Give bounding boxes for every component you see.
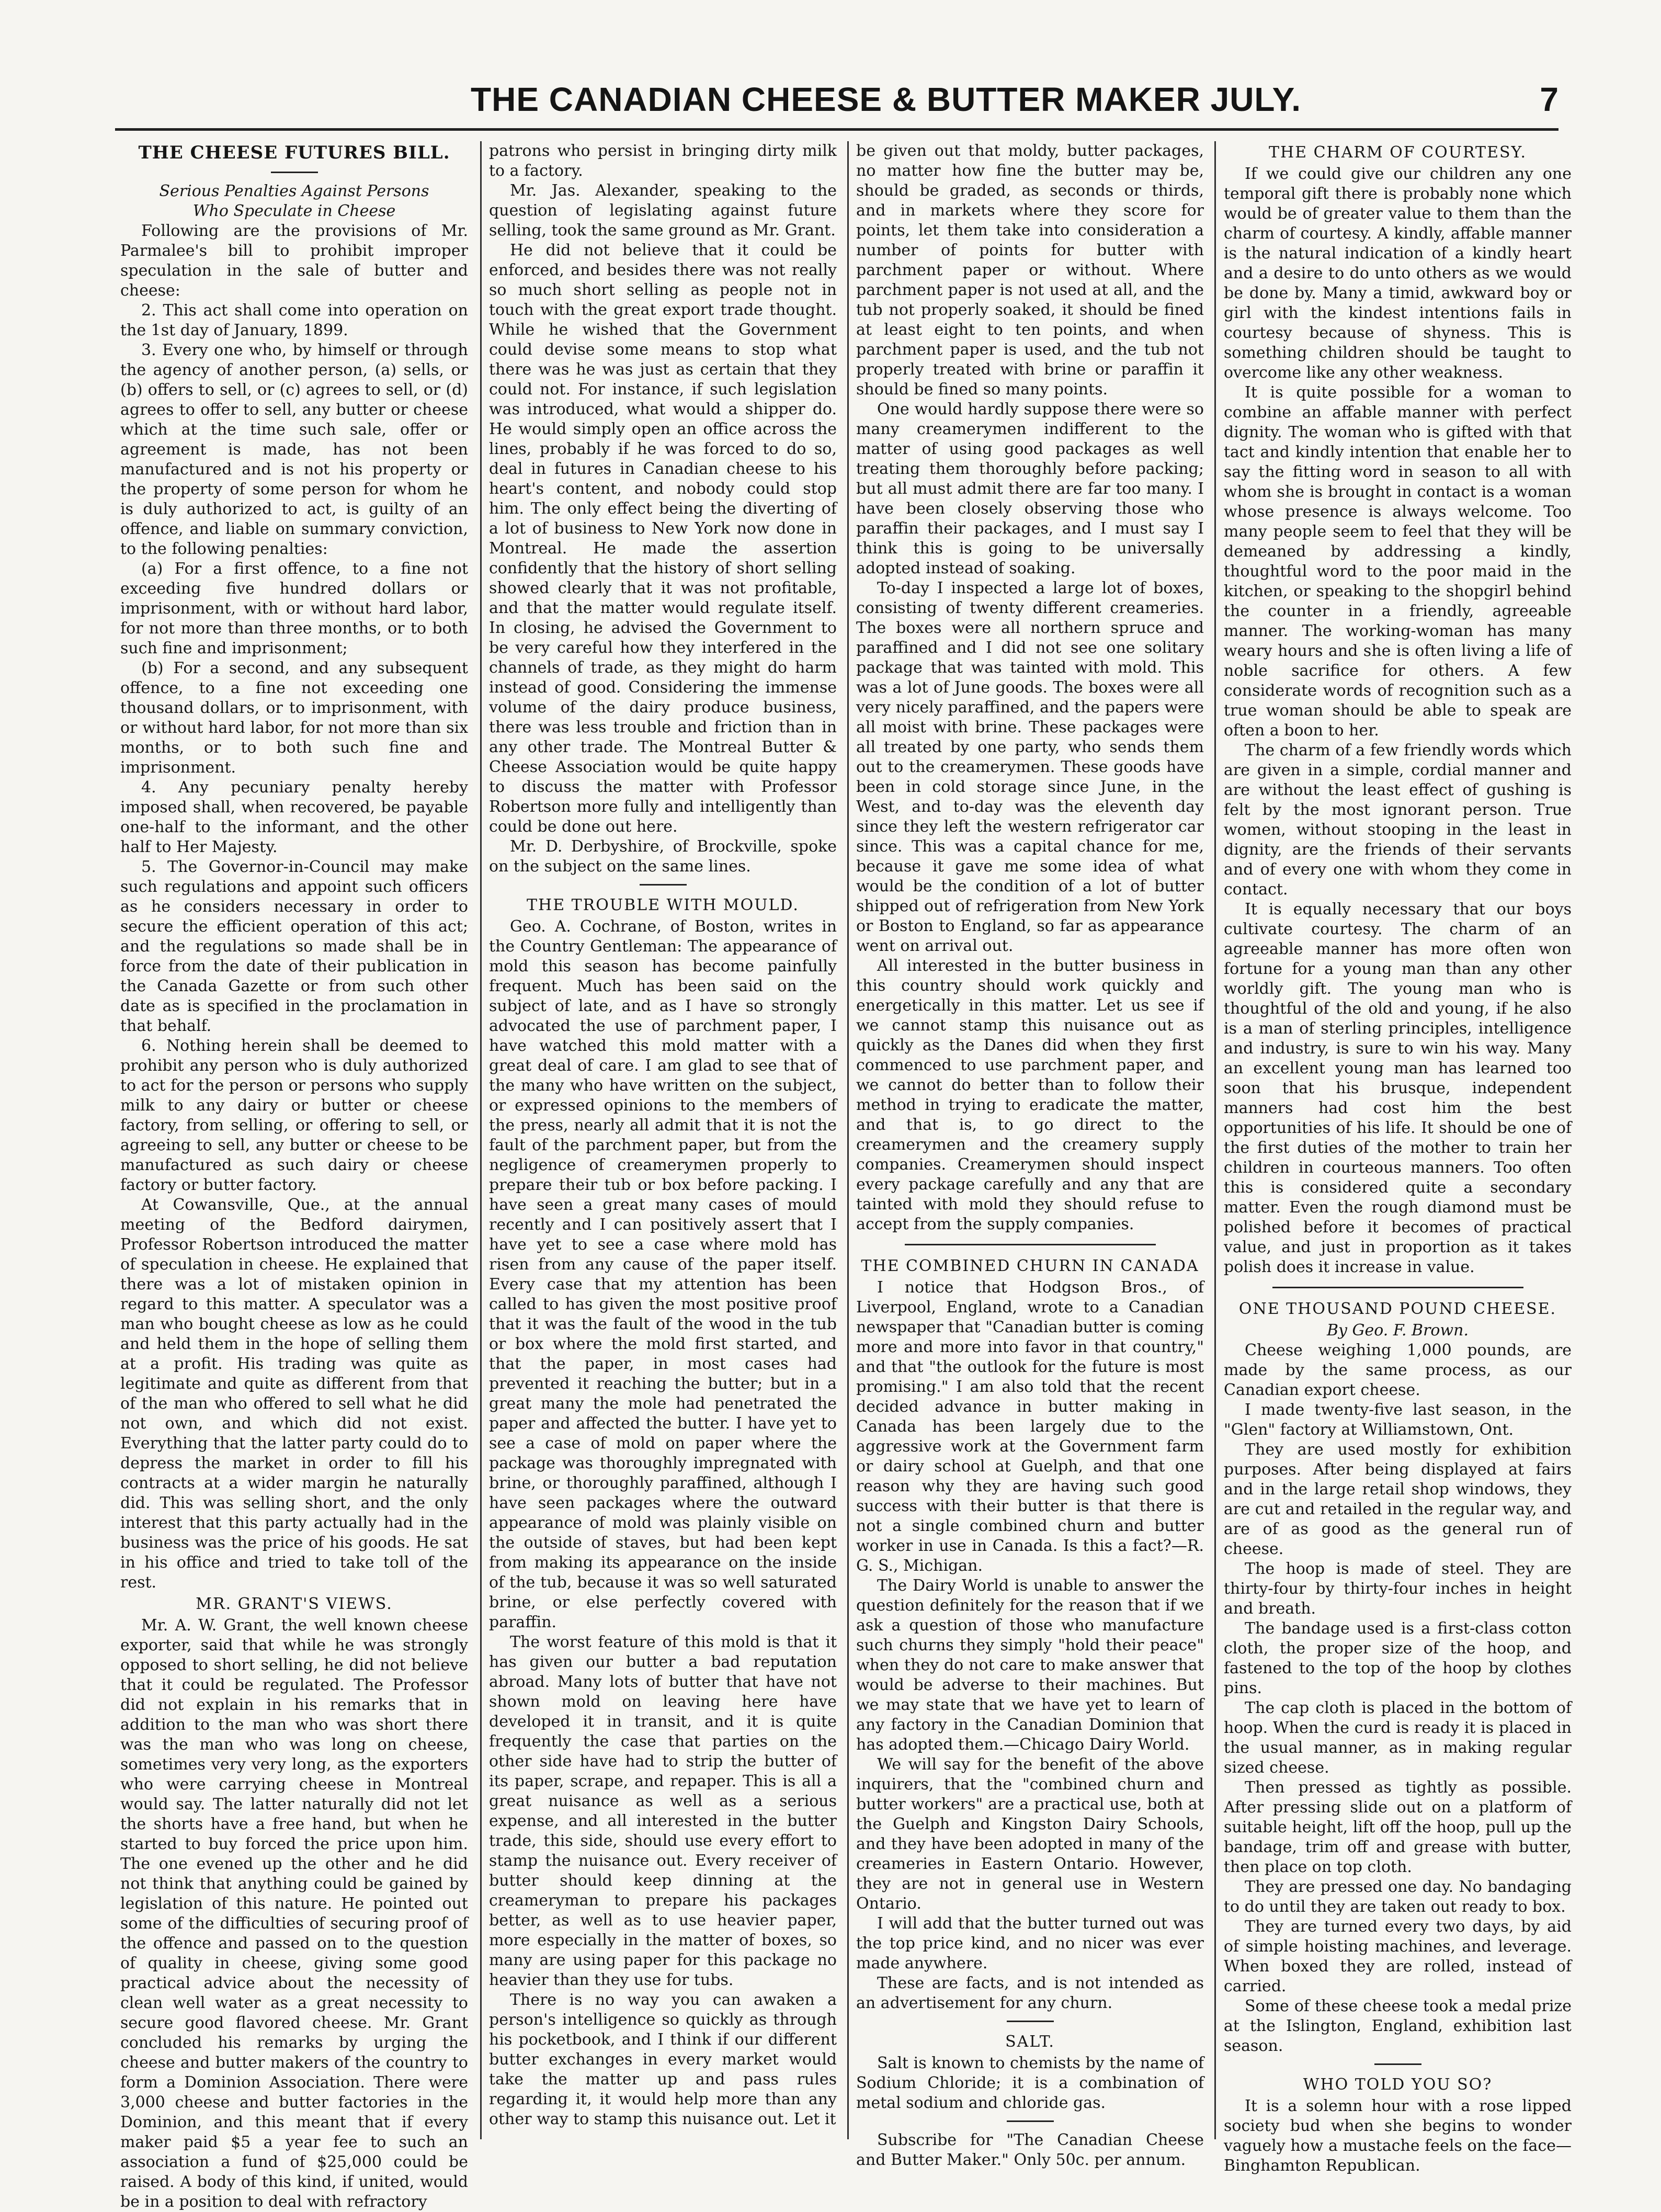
column-2 bbox=[489, 141, 837, 2145]
divider bbox=[271, 172, 318, 173]
byline: By Geo. F. Brown. bbox=[1326, 1321, 1469, 1340]
paragraph: To-day I inspected a large lot of boxes, consisting of twenty different creameries. The boxes were all northern spruce and paraffined and I did not see one solitary package that was tainted with mold. This was a lot of June goods. The boxes were all very nicely paraffined, and the papers were all moist with brine. These packages were all treated by one party, who sends them out to the creamerymen. These goods have been in cold storage since June, in the West, and to-day was the eleventh day since they left the western refrigerator car since. This was a capital chance for me, because it gave me some idea of what would be the condition of a lot of butter shipped out of refrigeration from New York or Boston to England, so far as appearance went on arrival out. bbox=[856, 579, 1204, 955]
divider bbox=[1007, 2120, 1054, 2122]
paragraph: Then pressed as tightly as possible. After pressing slide out on a platform of suitable height, lift off the hoop, pull up the bandage, trim off and grease with butter, then place on top cloth. bbox=[1224, 1778, 1572, 1876]
paragraph: Geo. A. Cochrane, of Boston, writes in the Country Gentleman: The appearance of mold this season has become painfully frequent. Much has been said on the subject of late, and as I have so strongly advocated the use of parchment paper, I have watched this mold matter with a great deal of care. I am glad to see that of the many who have written on the subject, or expressed opinions to the members of the press, nearly all admit that it is not the fault of the parchment paper, but from the negligence of creamerymen properly to prepare their tub or box before packing. I have seen a great many cases of mould recently and I can positively assert that I have yet to see a case where mold has risen from any cause of the paper itself. Every case that my attention has been called to has given the most positive proof that it was the fault of the wood in the tub or box where the mold first started, and that the paper, in most cases had prevented it reaching the butter; but in a great many the mole had penetrated the paper and affected the butter. I have yet to see a case of mold on paper where the package was thoroughly impregnated with brine, or thoroughly paraffined, although I have seen packages where the outward appearance of mold was plainly visible on the outside of staves, but had been kept from making its appearance on the inside of the tub, because it was so well saturated brine, or else perfectly covered with paraffin. bbox=[489, 917, 837, 1631]
column-rule bbox=[1214, 141, 1216, 2139]
divider bbox=[640, 884, 687, 886]
paragraph: Salt is known to chemists by the name of Sodium Chloride; it is a combination of metal sodium and chloride gas. bbox=[856, 2054, 1204, 2112]
paragraph: We will say for the benefit of the above inquirers, that the "combined churn and butter workers" are a practical use, both at the Guelph and Kingston Dairy Schools, and they have been adopted in many of the creameries in Eastern Ontario. However, they are not in general use in Western Ontario. bbox=[856, 1755, 1204, 1913]
paragraph: I will add that the butter turned out was the top price kind, and no nicer was ever made anywhere. bbox=[856, 1914, 1204, 1972]
paragraph: 4. Any pecuniary penalty hereby imposed shall, when recovered, be payable one-half to the informant, and the other half to Her Majesty. bbox=[120, 778, 468, 856]
paragraph: Following are the provisions of Mr. Parmalee's bill to prohibit improper speculation in the sale of butter and cheese: bbox=[120, 222, 468, 300]
paragraph: 2. This act shall come into operation on the 1st day of January, 1899. bbox=[120, 301, 468, 339]
column-rule bbox=[480, 141, 482, 2139]
paragraph: They are turned every two days, by aid of simple hoisting machines, and leverage. When boxed they are rolled, instead of carried. bbox=[1224, 1918, 1572, 1995]
paragraph: The cap cloth is placed in the bottom of hoop. When the curd is ready it is placed in the usual manner, as in making regular sized cheese. bbox=[1224, 1699, 1572, 1777]
paragraph: (b) For a second, and any subsequent offence, to a fine not exceeding one thousand dollars, or to imprisonment, with or without hard labor, for not more than six months, or to both such fine and imprisonment. bbox=[120, 659, 468, 777]
divider bbox=[905, 1244, 1156, 1245]
paragraph: Cheese weighing 1,000 pounds, are made by the same process, as our Canadian export cheese. bbox=[1224, 1341, 1572, 1399]
subscribe-notice: Subscribe for "The Canadian Cheese and Butter Maker." Only 50c. per annum. bbox=[856, 2131, 1204, 2169]
paragraph: The worst feature of this mold is that it has given our butter a bad reputation abroad. Many lots of butter that have not shown mold on leaving here have developed it in transit, and it is quite frequently the case that parties on the other side have had to strip the butter of its paper, scrape, and repaper. This is all a great nuisance as well as a serious expense, and all interested in the butter trade, this side, should use every effort to stamp the nuisance out. Every receiver of butter should keep dinning at the creameryman to prepare his packages better, as well as to use heavier paper, more especially in the matter of boxes, so many are using paper for this package no heavier than they use for tubs. bbox=[489, 1633, 837, 1989]
paragraph: Mr. A. W. Grant, the well known cheese exporter, said that while he was strongly opposed to short selling, he did not believe that it could be regulated. The Professor did not explain in his remarks that in addition to the man who was short there was the man who was long on cheese, sometimes very very long, as the exporters who were carrying cheese in Montreal would say. The latter naturally did not let the shorts have a free hand, but when he started to buy forced the price upon him. The one evened up the other and he did not think that anything could be gained by legislation of this nature. He pointed out some of the difficulties of securing proof of the offence and passed on to the question of quality in cheese, giving some good practical advice about the necessity of clean well water as a great necessity to secure good flavored cheese. Mr. Grant concluded his remarks by urging the cheese and butter makers of the country to form a Dominion Association. There were 3,000 cheese and butter factories in the Dominion, and this meant that if every maker paid $5 a year fee to such an association a fund of $25,000 could be raised. A body of this kind, if united, would be in a position to deal with refractory bbox=[120, 1616, 468, 2211]
paragraph: All interested in the butter business in this country should work quickly and energetically in this matter. Let us see if we cannot stamp this nuisance out as quickly as the Danes did when they first commenced to use parchment paper, and we cannot do better than to follow their method in trying to eradicate the matter, and that is, to go direct to the creamerymen and the creamery supply companies. Creamerymen should inspect every package carefully and any that are tainted with mold they should refuse to accept from the supply companies. bbox=[856, 957, 1204, 1233]
paragraph: be given out that moldy, butter packages, no matter how fine the butter may be, should be graded, as seconds or thirds, and in markets where they score for points, let them take into consideration a number of points for butter with parchment paper or without. Where parchment paper is not used at all, and the tub not properly soaked, it should be fined at least eight to ten points, and when parchment paper is used, and the tub not properly treated with brine or paraffin it should be fined so many points. bbox=[856, 142, 1204, 399]
column-4 bbox=[1224, 141, 1572, 2175]
masthead-title: THE CANADIAN CHEESE & BUTTER MAKER JULY. bbox=[471, 81, 1301, 118]
paragraph: There is no way you can awaken a person's intelligence so quickly as through his pocketbook, and I think if our different butter exchanges in every market would take the matter up and pass rules regarding it, it would help more than any other way to stamp this nuisance out. Let it bbox=[489, 1991, 837, 2128]
paragraph: I made twenty-five last season, in the "Glen" factory at Williamstown, Ont. bbox=[1224, 1401, 1572, 1439]
paragraph: It is quite possible for a woman to combine an affable manner with perfect dignity. The woman who is gifted with that tact and kindly intention that enable her to say the fitting word in season to all with whom she is brought in contact is a woman whose presence is always welcome. Too many people seem to feel that they will be demeaned by addressing a kindly, thoughtful word to the poor maid in the kitchen, or speaking to the shopgirl behind the counter in a friendly, agreeable manner. The working-woman has many weary hours and she is often living a life of noble sacrifice for others. A few considerate words of recognition such as a true woman should be able to speak are often a boon to her. bbox=[1224, 383, 1572, 740]
paragraph: 3. Every one who, by himself or through the agency of another person, (a) sells, or (b) offers to sell, or (c) agrees to sell, or (d) agrees to offer to sell, any butter or cheese which at the time such sale, offer or agreement is made, has not been manufactured and is not his property or the property of some person for whom he is duly authorized to act, is guilty of an offence, and liable on summary conviction, to the following penalties: bbox=[120, 341, 468, 558]
paragraph: The hoop is made of steel. They are thirty-four by thirty-four inches in height and breath. bbox=[1224, 1560, 1572, 1618]
paragraph: One would hardly suppose there were so many creamerymen indifferent to the matter of using good packages as well treating them thoroughly before packing; but all must admit there are far too many. I have been closely observing those who paraffin their packages, and I must say I think this is going to be universally adopted instead of soaking. bbox=[856, 400, 1204, 577]
subhead: Serious Penalties Against Persons bbox=[159, 182, 429, 200]
paragraph: It is equally necessary that our boys cultivate courtesy. The charm of an agreeable manner has more often won fortune for a young man than any other worldly gift. The young man who is thoughtful of the old and young, if he also is a man of sterling principles, intelligence and industry, is sure to win his way. Many an excellent young man has learned too soon that his brusque, independent manners had cost him the best opportunities of his life. It should be one of the first duties of the mother to train her children in courteous manners. Too often this is considered quite a secondary matter. Even the rough diamond must be polished before it becomes of practical value, and just in proportion as it takes polish does it increase in value. bbox=[1224, 900, 1572, 1276]
article-heading-courtesy: THE CHARM OF COURTESY. bbox=[1268, 143, 1527, 162]
divider bbox=[1007, 2021, 1054, 2022]
article-heading-combined-churn: THE COMBINED CHURN IN CANADA bbox=[861, 1257, 1199, 1275]
paragraph: These are facts, and is not intended as an advertisement for any churn. bbox=[856, 1974, 1204, 2012]
article-heading-cheese-futures: THE CHEESE FUTURES BILL. bbox=[138, 142, 450, 163]
column-3 bbox=[856, 141, 1204, 2169]
paragraph: (a) For a first offence, to a fine not exceeding five hundred dollars or imprisonment, with or without hard labor, for not more than three months, or to both such fine and imprisonment; bbox=[120, 560, 468, 657]
page-number: 7 bbox=[1540, 81, 1558, 118]
paragraph: Mr. Jas. Alexander, speaking to the question of legislating against future selling, took the same ground as Mr. Grant. bbox=[489, 182, 837, 240]
paragraph: They are pressed one day. No bandaging to do until they are taken out ready to box. bbox=[1224, 1878, 1572, 1916]
paragraph: If we could give our children any one temporal gift there is probably none which would be of greater value to them than the charm of courtesy. A kindly, affable manner is the natural indication of a kindly heart and a desire to do unto others as we would be done by. Many a timid, awkward boy or girl with the kindest intentions fails in courtesy because of shyness. This is something children should be taught to overcome like any other weakness. bbox=[1224, 165, 1572, 382]
divider bbox=[1272, 1287, 1523, 1288]
paragraph: The charm of a few friendly words which are given in a simple, cordial manner and are without the least effect of gushing is felt by the most ignorant person. True women, without stooping in the least in dignity, are the friends of their servants and of every one with whom they come in contact. bbox=[1224, 741, 1572, 899]
paragraph: Mr. D. Derbyshire, of Brockville, spoke on the subject on the same lines. bbox=[489, 837, 837, 876]
article-heading-who-told-you: WHO TOLD YOU SO? bbox=[1303, 2075, 1493, 2094]
paragraph: He did not believe that it could be enforced, and besides there was not really so much short selling as people not in touch with the great export trade thought. While he wished that the Government could devise some means to stop what there was he was just as certain that they could not. For instance, if such legislation was introduced, what would a shipper do. He would simply open an office across the lines, probably if he was forced to do so, deal in futures in Canadian cheese to his heart's content, and nobody could stop him. The only effect being the diverting of a lot of business to New York now done in Montreal. He made the assertion confidently that the history of short selling showed clearly that it was not profitable, and that the matter would regulate itself. In closing, he advised the Government to be very careful how they interfered in the channels of trade, as they might do harm instead of good. Considering the immense volume of the dairy produce business, there was less trouble and friction than in any other trade. The Montreal Butter & Cheese Association would be quite happy to discuss the matter with Professor Robertson more fully and intelligently than could be done out here. bbox=[489, 241, 837, 836]
paragraph: The Dairy World is unable to answer the question definitely for the reason that if we ask a question of those who manufacture such churns they simply "hold their peace" when they do not care to make answer that would be adverse to their machines. But we may state that we have yet to learn of any factory in the Canadian Dominion that has adopted them.—Chicago Dairy World. bbox=[856, 1576, 1204, 1754]
paragraph: It is a solemn hour with a rose lipped society bud when she begins to wonder vaguely how a mustache feels on the face—Binghamton Republican. bbox=[1224, 2097, 1572, 2175]
column-rule bbox=[847, 141, 849, 2139]
paragraph: patrons who persist in bringing dirty milk to a factory. bbox=[489, 142, 837, 180]
article-heading-salt: SALT. bbox=[1005, 2033, 1055, 2051]
article-heading-thousand-pound-cheese: ONE THOUSAND POUND CHEESE. bbox=[1238, 1300, 1557, 1318]
paragraph: Some of these cheese took a medal prize at the Islington, England, exhibition last season. bbox=[1224, 1997, 1572, 2055]
masthead bbox=[115, 78, 1558, 131]
paragraph: 6. Nothing herein shall be deemed to prohibit any person who is duly authorized to act for the person or persons who supply milk to any dairy or butter or cheese factory, from selling, or offering to sell, or agreeing to sell, any butter or cheese to be manufactured as such dairy or cheese factory or butter factory. bbox=[120, 1037, 468, 1194]
section-heading-grants-views: MR. GRANT'S VIEWS. bbox=[196, 1595, 393, 1613]
column-1 bbox=[120, 141, 468, 2211]
divider bbox=[1374, 2063, 1421, 2065]
paragraph: They are used mostly for exhibition purposes. After being displayed at fairs and in the large retail shop windows, they are cut and retailed in the regular way, and are of as good as the general run of cheese. bbox=[1224, 1440, 1572, 1558]
paragraph: I notice that Hodgson Bros., of Liverpool, England, wrote to a Canadian newspaper that "Canadian butter is coming more and more into favor in that country," and that "the outlook for the future is most promising." I am also told that the recent decided advance in butter making in Canada has been largely due to the aggressive work at the Government farm or dairy school at Guelph, and that one reason why they are having such good success with their butter is that there is not a single combined churn and butter worker in use in Canada. Is this a fact?—R. G. S., Michigan. bbox=[856, 1278, 1204, 1575]
paragraph: 5. The Governor-in-Council may make such regulations and appoint such officers as he considers necessary in order to secure the efficient operation of this act; and the regulations so made shall be in force from the date of their publication in the Canada Gazette or from such other date as is specified in the proclamation in that behalf. bbox=[120, 858, 468, 1035]
article-heading-mould: THE TROUBLE WITH MOULD. bbox=[527, 896, 799, 914]
subhead: Who Speculate in Cheese bbox=[192, 202, 396, 220]
paragraph: At Cowansville, Que., at the annual meeting of the Bedford dairymen, Professor Robertson introduced the matter of speculation in cheese. He explained that there was a lot of mistaken opinion in regard to this matter. A speculator was a man who bought cheese as low as he could and held them in the hope of selling them at a profit. His trading was quite as legitimate and quite as different from that of the man who offered to sell what he did not own, and which did not exist. Everything that the latter party could do to depress the market in order to fill his contracts at a wider margin he naturally did. This was selling short, and the only interest that this party actually had in the business was the price of his goods. He sat in his office and tried to take toll of the rest. bbox=[120, 1196, 468, 1592]
paragraph: The bandage used is a first-class cotton cloth, the proper size of the hoop, and fastened to the top of the hoop by clothes pins. bbox=[1224, 1619, 1572, 1697]
